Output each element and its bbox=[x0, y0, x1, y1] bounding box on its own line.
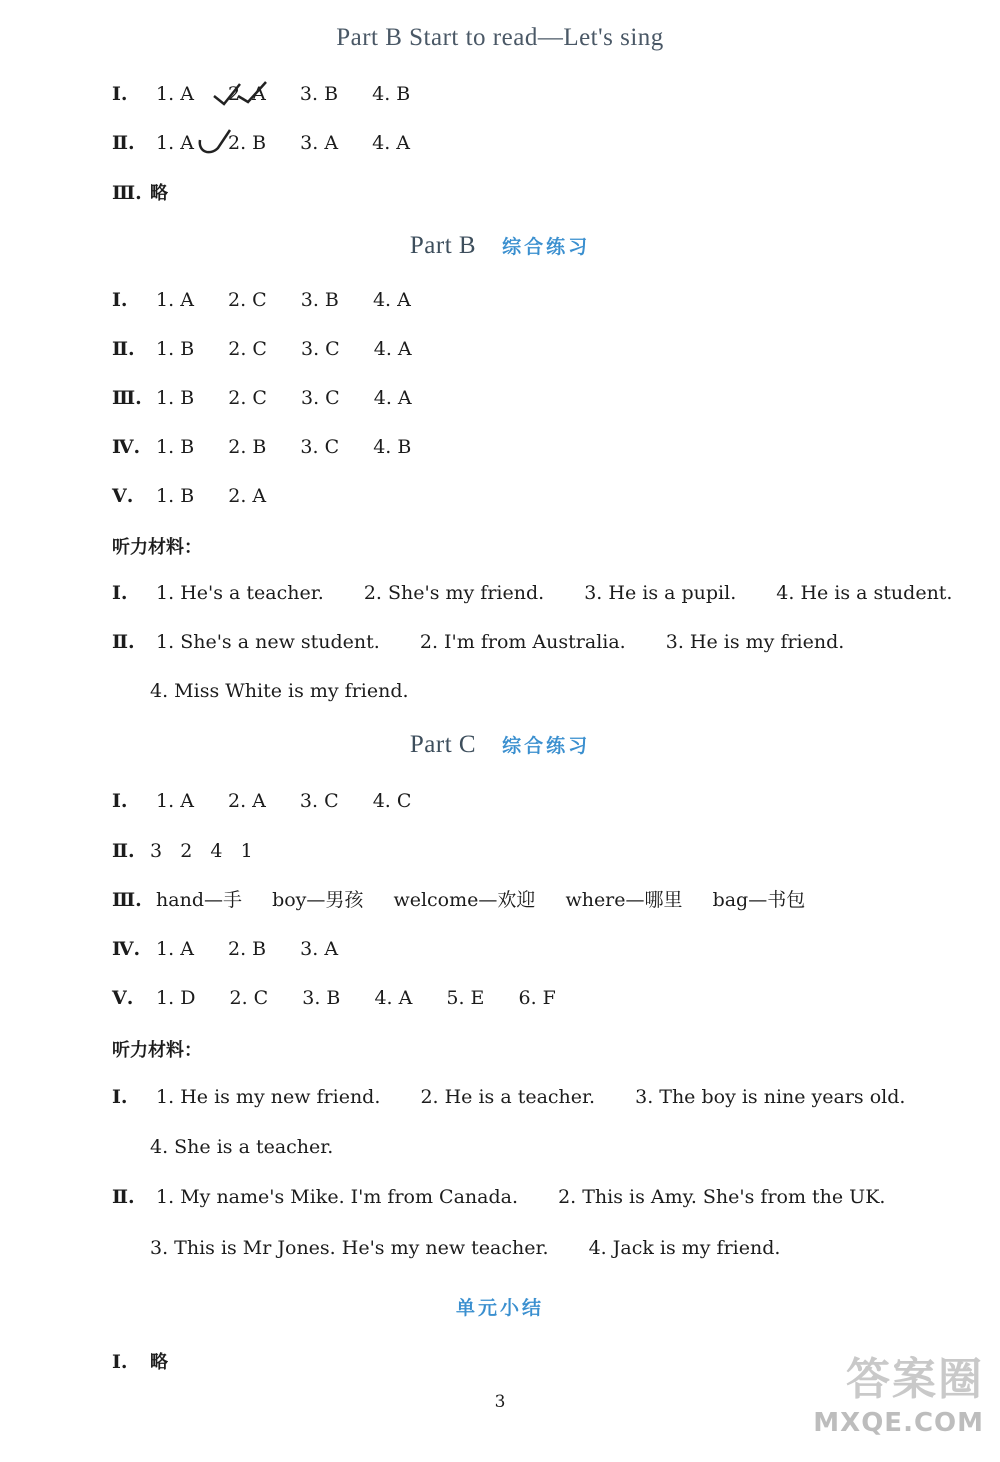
answer-item: 3. C bbox=[300, 436, 340, 458]
answer-item: 1. A bbox=[156, 132, 194, 154]
row-number: Ⅰ. bbox=[112, 790, 128, 812]
heading-text: Part C bbox=[409, 731, 477, 758]
answer-item: 5. E bbox=[446, 987, 485, 1009]
vocab-item: hand—手 bbox=[156, 889, 243, 911]
answer-item: 2. A bbox=[228, 485, 267, 507]
answer-row bbox=[112, 337, 440, 361]
heading-text: Part B bbox=[409, 232, 477, 259]
answer-item: 2. B bbox=[227, 132, 267, 154]
row-number: Ⅱ. bbox=[112, 132, 135, 154]
row-number: Ⅱ. bbox=[112, 631, 135, 653]
row-number: Ⅱ. bbox=[112, 840, 135, 862]
answer-item: 2. C bbox=[228, 387, 267, 409]
sentence: 2. He is a teacher. bbox=[420, 1086, 596, 1108]
heading-text: Part B Start to read—Let's sing bbox=[336, 24, 664, 51]
section-heading-start-to-read bbox=[0, 24, 1000, 52]
row-number: Ⅴ. bbox=[112, 485, 134, 507]
label-text: 听力材料： bbox=[112, 537, 202, 558]
answer-row bbox=[112, 131, 438, 155]
answer-row bbox=[112, 937, 366, 961]
row-number: Ⅴ. bbox=[112, 987, 134, 1009]
answer-row bbox=[112, 435, 439, 459]
answer-item: 1. B bbox=[156, 436, 195, 458]
answer-text: 3 2 4 1 bbox=[150, 840, 253, 862]
answer-item: 1. D bbox=[156, 987, 196, 1009]
sentence: 3. This is Mr Jones. He's my new teacher. bbox=[150, 1237, 549, 1259]
answer-item: 2. C bbox=[228, 338, 267, 360]
sentence: 4. Jack is my friend. bbox=[588, 1237, 781, 1259]
answer-text: 略 bbox=[150, 183, 168, 204]
heading-subtitle: 综合练习 bbox=[502, 735, 591, 757]
answer-item: 4. A bbox=[374, 987, 413, 1009]
answer-item: 1. A bbox=[156, 83, 194, 105]
answer-item: 3. B bbox=[300, 289, 339, 311]
row-number: Ⅰ. bbox=[112, 289, 128, 311]
answer-row bbox=[112, 789, 439, 813]
listening-row bbox=[150, 679, 443, 703]
answer-item: 4. C bbox=[372, 790, 412, 812]
answer-item: 1. B bbox=[156, 338, 195, 360]
handwritten-check-icon bbox=[210, 78, 280, 108]
listening-label bbox=[112, 535, 202, 560]
row-number: Ⅲ. bbox=[112, 889, 142, 911]
answer-row bbox=[112, 386, 440, 410]
watermark-url: MXQE.COM bbox=[813, 1408, 984, 1438]
answer-item: 1. B bbox=[156, 387, 195, 409]
answer-item: 3. B bbox=[299, 83, 339, 105]
listening-label bbox=[112, 1038, 202, 1063]
answer-item: 1. A bbox=[156, 289, 194, 311]
listening-row bbox=[150, 1236, 814, 1260]
handwritten-check-icon bbox=[196, 126, 236, 158]
answer-item: 1. A bbox=[156, 790, 194, 812]
sentence: 3. He is my friend. bbox=[665, 631, 845, 653]
row-number: Ⅲ. bbox=[112, 182, 142, 204]
heading-subtitle: 单元小结 bbox=[455, 1297, 544, 1319]
sentence: 4. Miss White is my friend. bbox=[150, 680, 409, 702]
watermark bbox=[774, 1352, 984, 1452]
vocab-item: where—哪里 bbox=[565, 889, 683, 911]
answer-item: 2. B bbox=[227, 938, 267, 960]
listening-row bbox=[112, 1085, 939, 1109]
sentence: 2. This is Amy. She's from the UK. bbox=[558, 1186, 886, 1208]
label-text: 听力材料： bbox=[112, 1040, 202, 1061]
row-number: Ⅰ. bbox=[112, 1086, 128, 1108]
answer-item: 4. A bbox=[373, 338, 412, 360]
answer-item: 3. C bbox=[301, 338, 340, 360]
sentence: 4. She is a teacher. bbox=[150, 1136, 334, 1158]
answer-item: 3. A bbox=[300, 938, 339, 960]
section-heading-part-c bbox=[0, 731, 1000, 759]
answer-item: 3. C bbox=[301, 387, 340, 409]
answer-item: 3. B bbox=[302, 987, 341, 1009]
sentence: 1. She's a new student. bbox=[156, 631, 380, 653]
section-heading-part-b bbox=[0, 232, 1000, 260]
vocab-item: bag—书包 bbox=[712, 889, 806, 911]
answer-item: 3. C bbox=[299, 790, 339, 812]
sentence: 1. He's a teacher. bbox=[156, 582, 324, 604]
answer-item: 2. B bbox=[228, 436, 267, 458]
row-number: Ⅳ. bbox=[112, 938, 141, 960]
row-number: Ⅰ. bbox=[112, 83, 128, 105]
listening-row bbox=[112, 581, 952, 605]
section-heading-summary bbox=[0, 1293, 1000, 1320]
sentence: 3. He is a pupil. bbox=[584, 582, 737, 604]
answer-item: 4. B bbox=[372, 83, 411, 105]
heading-subtitle: 综合练习 bbox=[502, 236, 591, 258]
sentence: 2. She's my friend. bbox=[363, 582, 545, 604]
answer-row bbox=[112, 288, 439, 312]
answer-item: 6. F bbox=[518, 987, 556, 1009]
answer-item: 2. A bbox=[227, 83, 266, 105]
listening-row bbox=[112, 630, 878, 654]
row-number: Ⅱ. bbox=[112, 338, 135, 360]
sentence: 4. He is a student. bbox=[776, 582, 953, 604]
row-number: Ⅳ. bbox=[112, 436, 141, 458]
answer-row bbox=[112, 839, 253, 863]
page-number: 3 bbox=[494, 1392, 506, 1412]
sentence: 1. My name's Mike. I'm from Canada. bbox=[156, 1186, 519, 1208]
row-number: Ⅰ. bbox=[112, 582, 128, 604]
answer-row bbox=[112, 986, 584, 1010]
watermark-logo-text: 答案圈 bbox=[846, 1354, 984, 1405]
answer-text: 略 bbox=[150, 1352, 168, 1373]
answer-item: 2. A bbox=[227, 790, 266, 812]
answer-item: 2. C bbox=[227, 289, 267, 311]
listening-row bbox=[112, 1185, 919, 1209]
answer-item: 1. B bbox=[156, 485, 195, 507]
row-number: Ⅱ. bbox=[112, 1186, 135, 1208]
answer-item: 4. A bbox=[372, 132, 410, 154]
sentence: 3. The boy is nine years old. bbox=[635, 1086, 906, 1108]
row-number: Ⅰ. bbox=[112, 1351, 128, 1373]
answer-row bbox=[112, 484, 294, 508]
answer-item: 4. A bbox=[372, 289, 411, 311]
answer-row bbox=[112, 888, 829, 912]
sentence: 1. He is my new friend. bbox=[156, 1086, 381, 1108]
listening-row bbox=[150, 1135, 367, 1159]
answer-row bbox=[112, 1350, 168, 1375]
answer-item: 2. C bbox=[229, 987, 269, 1009]
sentence: 2. I'm from Australia. bbox=[419, 631, 626, 653]
row-number: Ⅲ. bbox=[112, 387, 142, 409]
vocab-item: welcome—欢迎 bbox=[393, 889, 536, 911]
answer-item: 3. A bbox=[300, 132, 339, 154]
vocab-item: boy—男孩 bbox=[272, 889, 364, 911]
answer-item: 1. A bbox=[156, 938, 194, 960]
answer-item: 4. B bbox=[373, 436, 412, 458]
answer-item: 4. A bbox=[373, 387, 412, 409]
answer-row bbox=[112, 181, 168, 206]
